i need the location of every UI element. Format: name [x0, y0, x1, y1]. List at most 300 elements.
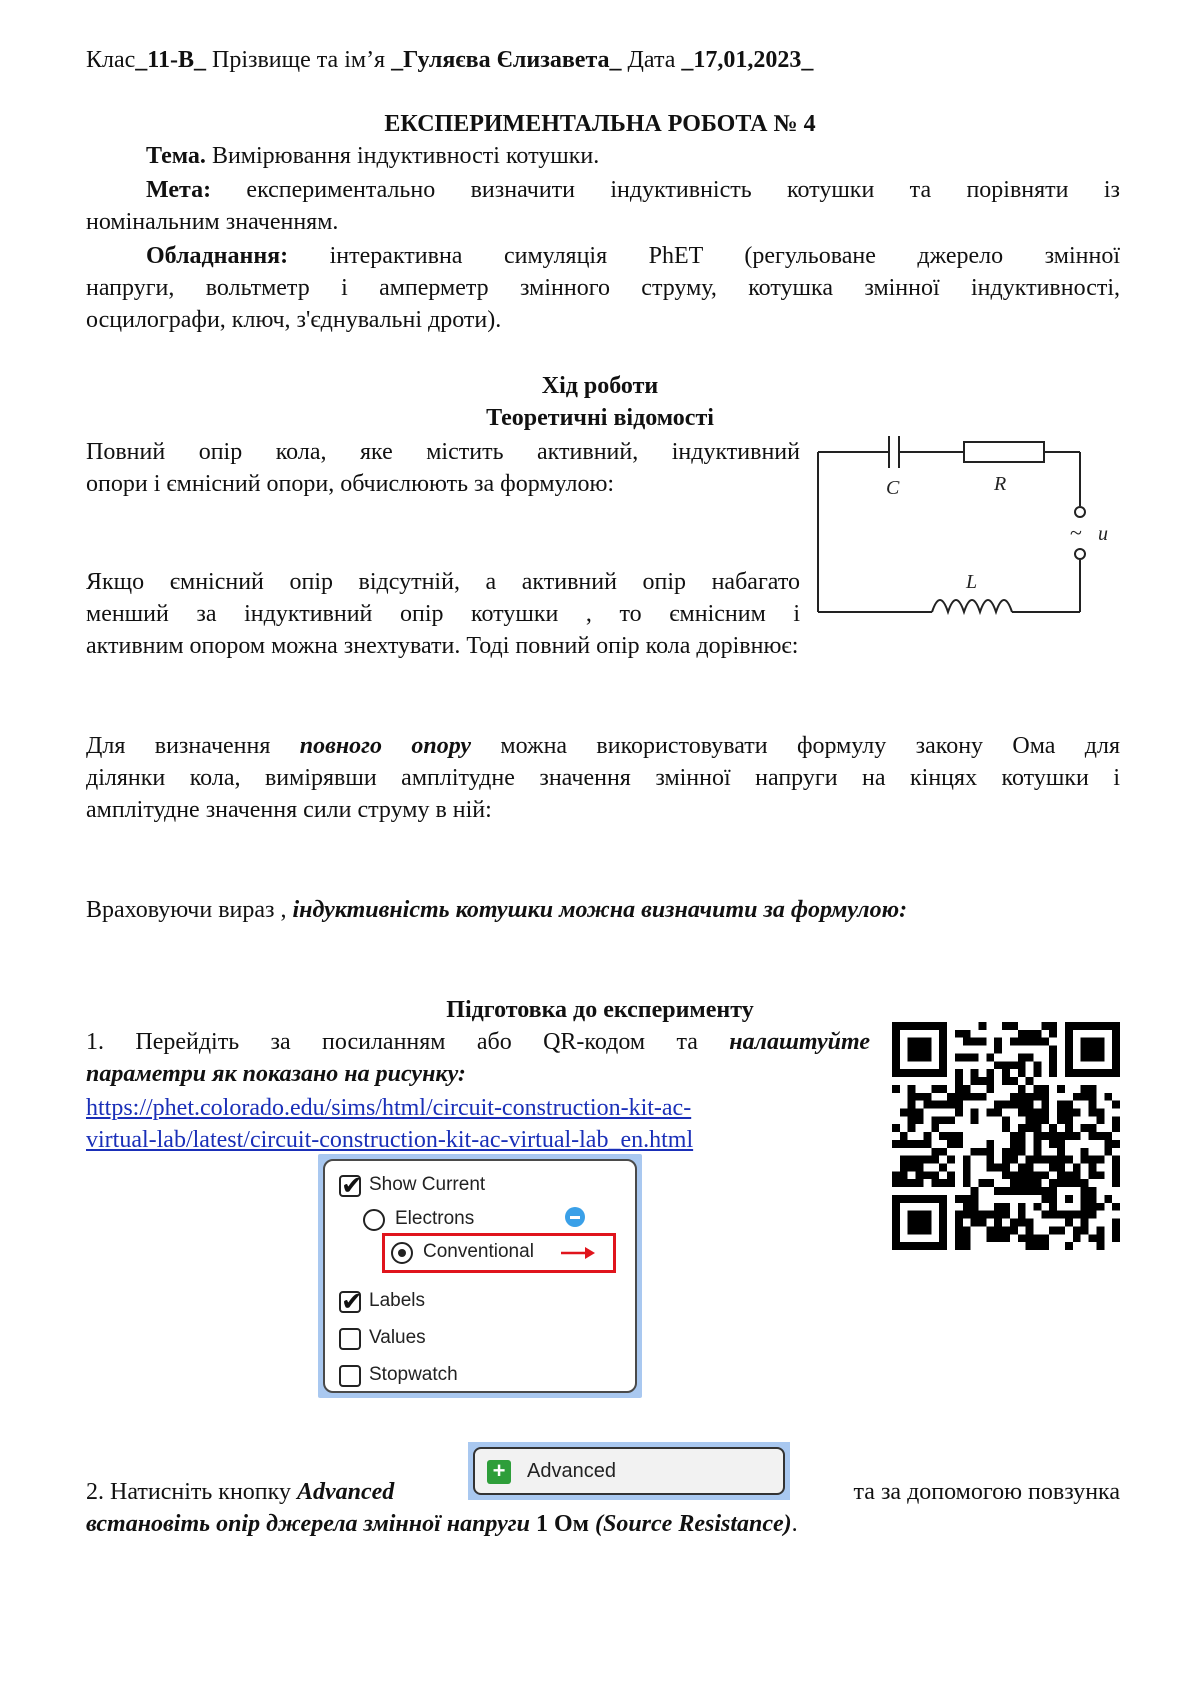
step2-value: 1 Ом [535, 1511, 589, 1537]
step1-line2-emphasis: параметри як показано на рисунку: [86, 1061, 466, 1087]
qr-module [1049, 1132, 1057, 1140]
qr-module [1018, 1038, 1026, 1046]
qr-module [1049, 1203, 1057, 1211]
qr-module [1018, 1140, 1026, 1148]
qr-module [994, 1234, 1002, 1242]
qr-module [1057, 1164, 1065, 1172]
qr-module [971, 1211, 979, 1219]
qr-module [1034, 1108, 1042, 1116]
qr-module [1112, 1116, 1120, 1124]
values-label: Values [369, 1327, 426, 1348]
qr-module [1089, 1093, 1097, 1101]
qr-module [916, 1069, 924, 1077]
qr-module [939, 1116, 947, 1124]
qr-module [955, 1101, 963, 1109]
qr-module [1089, 1203, 1097, 1211]
qr-module [963, 1038, 971, 1046]
qr-module [994, 1211, 1002, 1219]
stopwatch-checkbox[interactable] [339, 1365, 361, 1387]
qr-module [1089, 1234, 1097, 1242]
qr-module [978, 1077, 986, 1085]
conventional-label: Conventional [423, 1241, 534, 1262]
qr-module [908, 1195, 916, 1203]
qr-module [923, 1211, 931, 1219]
qr-module [939, 1022, 947, 1030]
qr-module [908, 1053, 916, 1061]
qr-module [1010, 1061, 1018, 1069]
qr-module [1112, 1124, 1120, 1132]
qr-module [1089, 1101, 1097, 1109]
qr-module [939, 1203, 947, 1211]
qr-module [916, 1226, 924, 1234]
qr-module [1018, 1030, 1026, 1038]
qr-module [955, 1234, 963, 1242]
theory-p1-line1: Повний опір кола, яке містить активний, індуктивний [86, 439, 800, 465]
qr-module [939, 1038, 947, 1046]
goal-text-1: експериментально визначити індуктивність котушки та порівняти із [246, 177, 1120, 203]
topic-line [146, 140, 599, 172]
qr-module [1081, 1085, 1089, 1093]
qr-module [1057, 1179, 1065, 1187]
qr-module [1065, 1108, 1073, 1116]
show-current-checkbox[interactable] [339, 1171, 363, 1201]
qr-module [1089, 1022, 1097, 1030]
electrons-radio[interactable] [363, 1209, 385, 1231]
qr-module [1073, 1179, 1081, 1187]
qr-module [900, 1242, 908, 1250]
qr-module [947, 1132, 955, 1140]
label-l: L [966, 571, 978, 593]
qr-module [1096, 1226, 1104, 1234]
qr-module [908, 1226, 916, 1234]
qr-module [971, 1148, 979, 1156]
qr-module [1018, 1093, 1026, 1101]
qr-module [1041, 1108, 1049, 1116]
qr-module [1073, 1226, 1081, 1234]
qr-module [916, 1038, 924, 1046]
qr-module [916, 1164, 924, 1172]
qr-module [1096, 1156, 1104, 1164]
qr-module [1049, 1179, 1057, 1187]
qr-module [1065, 1156, 1073, 1164]
phet-link-line2[interactable]: virtual-lab/latest/circuit-construction-kit-ac-virtual-lab_en.html [86, 1127, 694, 1153]
qr-module [923, 1171, 931, 1179]
qr-module [1049, 1164, 1057, 1172]
qr-module [1026, 1116, 1034, 1124]
show-current-label: Show Current [369, 1174, 486, 1195]
qr-module [1049, 1069, 1057, 1077]
qr-module [1041, 1242, 1049, 1250]
qr-module [994, 1046, 1002, 1054]
qr-module [994, 1061, 1002, 1069]
step2-end: . [791, 1511, 798, 1537]
qr-module [1081, 1022, 1089, 1030]
qr-module [1034, 1187, 1042, 1195]
qr-module [908, 1046, 916, 1054]
qr-module [971, 1203, 979, 1211]
qr-module [986, 1069, 994, 1077]
qr-module [1073, 1022, 1081, 1030]
qr-module [931, 1148, 939, 1156]
qr-module [1002, 1116, 1010, 1124]
qr-module [1065, 1242, 1073, 1250]
qr-module [916, 1116, 924, 1124]
qr-module [908, 1219, 916, 1227]
qr-module [971, 1187, 979, 1195]
qr-module [923, 1101, 931, 1109]
qr-module [1049, 1124, 1057, 1132]
qr-module [1065, 1022, 1073, 1030]
qr-module [892, 1124, 900, 1132]
advanced-button-label: Advanced [527, 1460, 616, 1482]
qr-module [900, 1140, 908, 1148]
qr-module [1065, 1124, 1073, 1132]
qr-module [1065, 1053, 1073, 1061]
qr-module [939, 1061, 947, 1069]
phet-link-line1[interactable]: https://phet.colorado.edu/sims/html/circuit-construction-kit-ac- [86, 1095, 692, 1121]
qr-module [1096, 1203, 1104, 1211]
qr-module [939, 1211, 947, 1219]
qr-module [947, 1093, 955, 1101]
qr-module [1065, 1171, 1073, 1179]
qr-module [955, 1140, 963, 1148]
qr-module [1096, 1022, 1104, 1030]
qr-module [923, 1046, 931, 1054]
qr-module [892, 1226, 900, 1234]
qr-module [923, 1226, 931, 1234]
qr-module [963, 1195, 971, 1203]
qr-module [1034, 1242, 1042, 1250]
qr-module [931, 1156, 939, 1164]
qr-module [892, 1195, 900, 1203]
qr-module [1112, 1226, 1120, 1234]
qr-module [931, 1116, 939, 1124]
qr-module [1112, 1156, 1120, 1164]
qr-module [1002, 1124, 1010, 1132]
qr-module [971, 1093, 979, 1101]
qr-module [1002, 1234, 1010, 1242]
checkmark-icon: ✔ [341, 1171, 363, 1201]
qr-module [1073, 1132, 1081, 1140]
qr-module [986, 1053, 994, 1061]
qr-module [892, 1053, 900, 1061]
qr-module [1096, 1038, 1104, 1046]
qr-module [963, 1234, 971, 1242]
section-theory-heading [0, 402, 1200, 434]
qr-module [1057, 1085, 1065, 1093]
qr-module [900, 1179, 908, 1187]
qr-module [963, 1030, 971, 1038]
qr-code[interactable] [892, 1022, 1120, 1250]
qr-module [1018, 1234, 1026, 1242]
qr-module [1096, 1053, 1104, 1061]
qr-module [1049, 1053, 1057, 1061]
qr-module [963, 1053, 971, 1061]
qr-module [1112, 1234, 1120, 1242]
qr-module [963, 1211, 971, 1219]
labels-label: Labels [369, 1290, 425, 1311]
class-label: Клас [86, 47, 136, 73]
qr-module [947, 1156, 955, 1164]
labels-checkbox[interactable] [339, 1287, 363, 1317]
qr-module [1065, 1116, 1073, 1124]
qr-module [892, 1085, 900, 1093]
electron-minus-icon [565, 1207, 585, 1227]
settings-panel [323, 1159, 637, 1393]
qr-module [1018, 1187, 1026, 1195]
qr-module [892, 1179, 900, 1187]
equipment-label: Обладнання: [146, 243, 289, 269]
qr-module [1034, 1038, 1042, 1046]
header-line [86, 44, 813, 76]
qr-module [1073, 1069, 1081, 1077]
qr-module [986, 1085, 994, 1093]
qr-module [1065, 1179, 1073, 1187]
section-progress-text: Хід роботи [541, 373, 659, 399]
qr-module [939, 1101, 947, 1109]
qr-module [1018, 1132, 1026, 1140]
qr-module [1049, 1211, 1057, 1219]
qr-module [1065, 1038, 1073, 1046]
qr-module [1057, 1132, 1065, 1140]
qr-module [892, 1069, 900, 1077]
qr-module [978, 1219, 986, 1227]
qr-module [1049, 1030, 1057, 1038]
qr-module [916, 1211, 924, 1219]
qr-module [1096, 1108, 1104, 1116]
qr-module [1034, 1093, 1042, 1101]
qr-module [939, 1085, 947, 1093]
qr-module [892, 1140, 900, 1148]
qr-module [1010, 1077, 1018, 1085]
qr-module [908, 1069, 916, 1077]
step1-line2 [86, 1058, 466, 1090]
qr-module [1034, 1179, 1042, 1187]
qr-module [978, 1022, 986, 1030]
qr-module [994, 1203, 1002, 1211]
qr-module [1112, 1022, 1120, 1030]
qr-module [1026, 1171, 1034, 1179]
qr-module [986, 1226, 994, 1234]
qr-module [900, 1156, 908, 1164]
qr-module [994, 1219, 1002, 1227]
qr-module [1081, 1203, 1089, 1211]
qr-module [1002, 1148, 1010, 1156]
qr-module [1018, 1108, 1026, 1116]
qr-module [1057, 1116, 1065, 1124]
goal-line-2: номінальним значенням. [86, 209, 339, 235]
qr-module [1065, 1219, 1073, 1227]
qr-module [1041, 1187, 1049, 1195]
qr-module [1010, 1219, 1018, 1227]
qr-module [916, 1093, 924, 1101]
qr-module [986, 1164, 994, 1172]
qr-module [1041, 1038, 1049, 1046]
qr-module [955, 1093, 963, 1101]
qr-module [955, 1069, 963, 1077]
qr-module [1112, 1219, 1120, 1227]
qr-module [931, 1242, 939, 1250]
qr-module [1010, 1132, 1018, 1140]
qr-module [986, 1179, 994, 1187]
qr-module [1018, 1101, 1026, 1109]
qr-module [963, 1226, 971, 1234]
qr-module [916, 1156, 924, 1164]
qr-module [892, 1030, 900, 1038]
qr-module [1034, 1030, 1042, 1038]
qr-module [963, 1179, 971, 1187]
qr-module [1026, 1242, 1034, 1250]
qr-module [1010, 1101, 1018, 1109]
qr-module [908, 1179, 916, 1187]
qr-module [1026, 1234, 1034, 1242]
qr-module [1018, 1124, 1026, 1132]
label-u: u [1098, 523, 1108, 545]
qr-module [1089, 1124, 1097, 1132]
qr-module [923, 1219, 931, 1227]
qr-module [1018, 1164, 1026, 1172]
qr-module [931, 1124, 939, 1132]
qr-module [1089, 1171, 1097, 1179]
qr-module [1034, 1156, 1042, 1164]
step2-emphasis: Advanced [296, 1479, 395, 1505]
qr-module [963, 1156, 971, 1164]
qr-module [892, 1242, 900, 1250]
qr-module [1089, 1053, 1097, 1061]
qr-module [900, 1132, 908, 1140]
qr-module [978, 1093, 986, 1101]
qr-module [1010, 1140, 1018, 1148]
qr-module [1041, 1093, 1049, 1101]
qr-module [955, 1132, 963, 1140]
qr-module [1026, 1226, 1034, 1234]
qr-module [1010, 1148, 1018, 1156]
qr-module [892, 1219, 900, 1227]
qr-module [955, 1211, 963, 1219]
qr-module [916, 1179, 924, 1187]
qr-module [963, 1171, 971, 1179]
qr-module [1065, 1132, 1073, 1140]
qr-module [986, 1108, 994, 1116]
qr-module [892, 1061, 900, 1069]
qr-module [1018, 1171, 1026, 1179]
qr-module [916, 1140, 924, 1148]
qr-module [1065, 1211, 1073, 1219]
qr-module [1018, 1085, 1026, 1093]
qr-module [939, 1069, 947, 1077]
qr-module [1096, 1069, 1104, 1077]
qr-module [1081, 1179, 1089, 1187]
step2-line2 [86, 1508, 798, 1540]
qr-module [986, 1211, 994, 1219]
qr-module [1002, 1101, 1010, 1109]
qr-module [971, 1053, 979, 1061]
theory-p4-prefix: Враховуючи вираз , [86, 897, 287, 923]
section-theory-text: Теоретичні відомості [486, 405, 714, 431]
values-checkbox[interactable] [339, 1328, 361, 1350]
qr-module [908, 1093, 916, 1101]
qr-module [1002, 1226, 1010, 1234]
topic-text: Вимірювання індуктивності котушки. [211, 143, 600, 169]
qr-module [1073, 1171, 1081, 1179]
qr-module [931, 1179, 939, 1187]
equipment-text-1: інтерактивна симуляція PhET (регульоване джерело змінної [329, 243, 1120, 269]
qr-module [955, 1195, 963, 1203]
qr-module [986, 1234, 994, 1242]
qr-module [1010, 1093, 1018, 1101]
qr-module [1034, 1171, 1042, 1179]
qr-module [908, 1124, 916, 1132]
qr-module [1081, 1219, 1089, 1227]
qr-module [939, 1164, 947, 1172]
step1-prefix: 1. Перейдіть за посиланням або QR-кодом та [86, 1029, 698, 1055]
qr-module [1073, 1211, 1081, 1219]
qr-module [939, 1195, 947, 1203]
theory-p4-line [86, 894, 907, 926]
qr-module [1081, 1211, 1089, 1219]
qr-module [1112, 1030, 1120, 1038]
qr-module [986, 1077, 994, 1085]
qr-module [1026, 1108, 1034, 1116]
arrow-right-icon [561, 1245, 597, 1261]
qr-module [1041, 1116, 1049, 1124]
qr-module [1049, 1156, 1057, 1164]
qr-module [939, 1132, 947, 1140]
qr-module [1026, 1101, 1034, 1109]
qr-module [971, 1077, 979, 1085]
qr-module [939, 1179, 947, 1187]
qr-module [978, 1148, 986, 1156]
qr-module [1041, 1171, 1049, 1179]
name-label: Прізвище та ім’я [211, 47, 386, 73]
qr-module [955, 1108, 963, 1116]
advanced-button[interactable] [473, 1447, 785, 1495]
equipment-line-1 [146, 240, 1120, 272]
qr-module [1112, 1101, 1120, 1109]
qr-module [1041, 1234, 1049, 1242]
qr-module [955, 1226, 963, 1234]
qr-module [1049, 1226, 1057, 1234]
theory-p3-rest: можна використовувати формулу закону Ома для [500, 733, 1120, 759]
conventional-radio[interactable] [391, 1242, 413, 1264]
step2-line2-emphasis: встановіть опір джерела змінної напруги [86, 1511, 530, 1537]
qr-module [1034, 1203, 1042, 1211]
qr-module [900, 1164, 908, 1172]
qr-module [963, 1093, 971, 1101]
qr-module [971, 1038, 979, 1046]
qr-module [923, 1242, 931, 1250]
theory-p3-line1 [86, 730, 1120, 762]
qr-module [1041, 1211, 1049, 1219]
qr-module [1018, 1053, 1026, 1061]
qr-module [923, 1132, 931, 1140]
qr-module [1041, 1085, 1049, 1093]
topic-label: Тема. [146, 143, 206, 169]
checkmark-icon: ✔ [341, 1287, 363, 1317]
qr-module [994, 1226, 1002, 1234]
qr-module [1010, 1226, 1018, 1234]
qr-module [916, 1053, 924, 1061]
qr-module [1065, 1101, 1073, 1109]
qr-module [1010, 1171, 1018, 1179]
qr-module [900, 1022, 908, 1030]
section-progress-heading [0, 370, 1200, 402]
qr-module [978, 1211, 986, 1219]
qr-module [1081, 1093, 1089, 1101]
qr-module [1112, 1171, 1120, 1179]
qr-module [1002, 1171, 1010, 1179]
qr-module [1112, 1061, 1120, 1069]
